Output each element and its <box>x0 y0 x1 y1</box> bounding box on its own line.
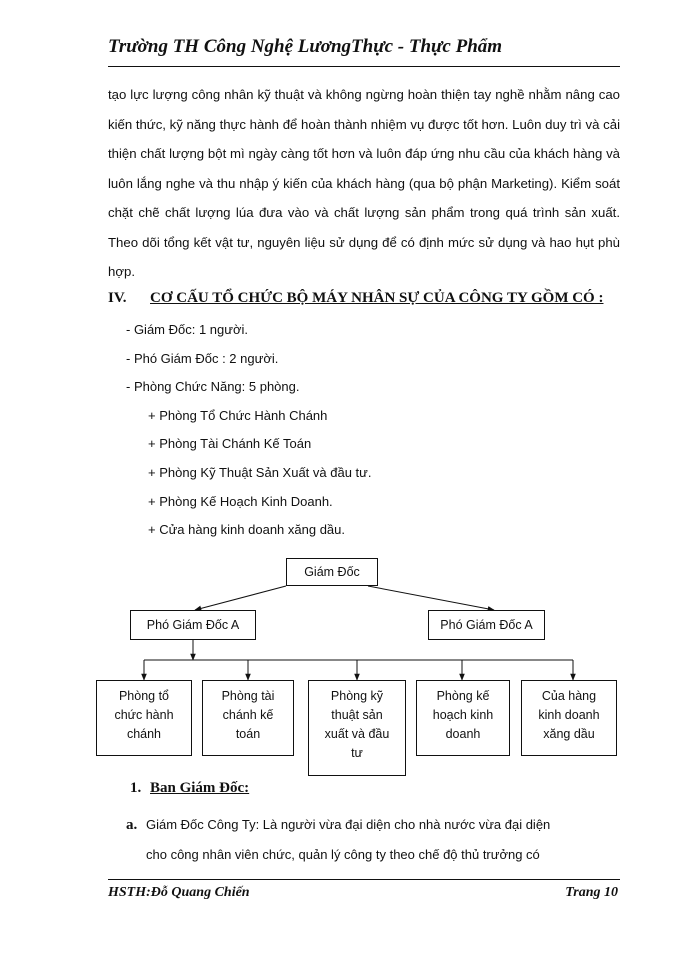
org-box-dept-finance: Phòng tài chánh kế toán <box>202 680 294 756</box>
org-box-dept-fuel-store: Của hàng kinh doanh xăng dầu <box>521 680 617 756</box>
org-box-director: Giám Đốc <box>286 558 378 586</box>
connector-director-left <box>195 586 286 610</box>
org-box-dept-business: Phòng kế hoạch kinh doanh <box>416 680 510 756</box>
org-box-dept-admin: Phòng tổ chức hành chánh <box>96 680 192 756</box>
item-a-paragraph <box>126 810 620 870</box>
list-item: + Phòng Tổ Chức Hành Chánh <box>148 407 328 423</box>
page-header-title: Trường TH Công Nghệ LươngThực - Thực Phẩm <box>108 36 503 57</box>
org-box-deputy-left: Phó Giám Đốc A <box>130 610 256 640</box>
footer-author: HSTH:Đỗ Quang Chiến <box>108 885 250 900</box>
item-a-continuation: cho công nhân viên chức, quản lý công ty theo chế độ thủ trưởng có <box>146 847 540 862</box>
connector-director-right <box>368 586 494 610</box>
list-item: - Phó Giám Đốc : 2 người. <box>126 350 279 366</box>
item-a-text: Giám Đốc Công Ty: Là người vừa đại diện cho nhà nước vừa đại diện <box>146 817 551 832</box>
org-box-deputy-right: Phó Giám Đốc A <box>428 610 545 640</box>
subsection-title: Ban Giám Đốc: <box>150 780 250 796</box>
footer-rule <box>108 879 620 880</box>
list-item: - Giám Đốc: 1 người. <box>126 322 248 337</box>
list-item: + Phòng Kế Hoạch Kinh Doanh. <box>148 493 333 509</box>
section-title: CƠ CẤU TỔ CHỨC BỘ MÁY NHÂN SỰ CỦA CÔNG TY GỒM CÓ : <box>150 290 604 306</box>
subsection-heading <box>130 780 249 797</box>
list-item: - Phòng Chức Năng: 5 phòng. <box>126 379 300 395</box>
subsection-number: 1. <box>130 780 142 796</box>
list-item: + Cửa hàng kinh doanh xăng dầu. <box>148 522 345 538</box>
list-item: + Phòng Kỹ Thuật Sản Xuất và đầu tư. <box>148 464 372 480</box>
list-item: + Phòng Tài Chánh Kế Toán <box>148 436 312 452</box>
footer-page-number: Trang 10 <box>565 885 618 900</box>
org-box-dept-technical: Phòng kỹ thuật sản xuất và đầu tư <box>308 680 406 776</box>
section-number: IV. <box>108 290 127 306</box>
item-a-label: a. <box>126 817 138 833</box>
intro-paragraph: tạo lực lượng công nhân kỹ thuật và không ngừng hoàn thiện tay nghề nhằm nâng cao kiến thức, kỹ năng thực hành để hoàn thành nhiệm vụ được tốt hơn. Luôn duy trì và cải thiện chất lượng bột mì ngày càng tốt hơn và luôn đáp ứng nhu cầu của khách hàng và luôn lắng nghe và thu nhập ý kiến của khách hàng (qua bộ phận Marketing). Kiểm soát chặt chẽ chất lượng lúa đưa vào và chất lượng sản phẩm trong quá trình sản xuất. Theo dõi tổng kết vật tư, nguyên liệu sử dụng để có định mức sử dụng và hao hụt phù hợp. <box>108 87 620 279</box>
